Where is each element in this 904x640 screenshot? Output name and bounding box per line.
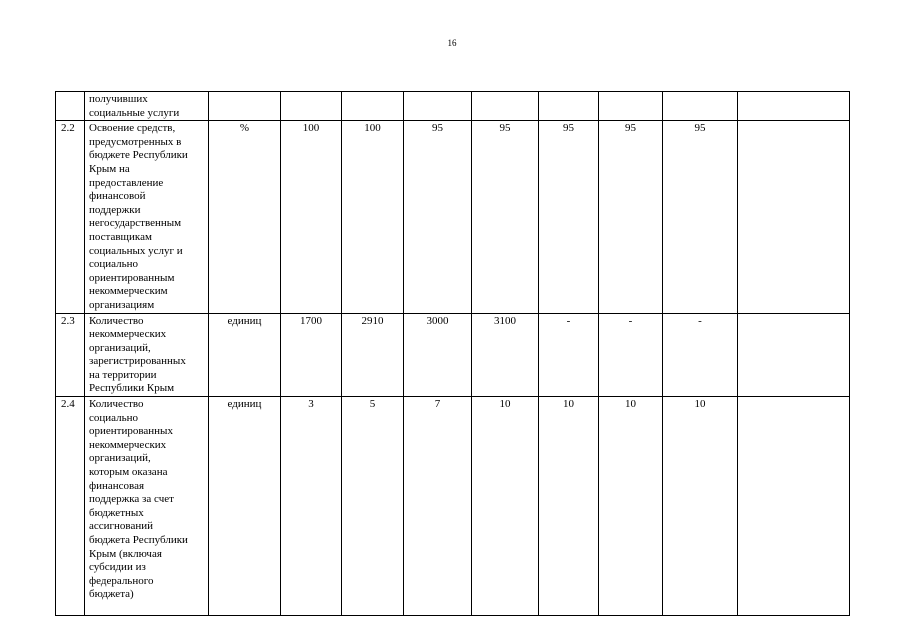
value-cell (539, 92, 599, 121)
indicator-name-cell: Количество некоммерческих организаций, зарегистрированных на территории Республики Крым (85, 313, 209, 397)
value-cell: 95 (663, 121, 738, 313)
value-cell: 95 (472, 121, 539, 313)
value-cell: - (599, 313, 663, 397)
empty-cell (738, 313, 850, 397)
indicator-name-cell: Количество социально ориентированных некоммерческих организаций, которым оказана финансовая поддержка за счет бюджетных ассигнований бюджета Республики Крым (включая субсидии из федерального бюджета) (85, 397, 209, 616)
value-cell: 7 (404, 397, 472, 616)
value-cell: 3 (281, 397, 342, 616)
value-cell (472, 92, 539, 121)
value-cell: 3100 (472, 313, 539, 397)
value-cell: - (539, 313, 599, 397)
row-number-cell (56, 92, 85, 121)
value-cell: 10 (663, 397, 738, 616)
value-cell: 5 (342, 397, 404, 616)
value-cell (404, 92, 472, 121)
value-cell (281, 92, 342, 121)
unit-cell: единиц (209, 397, 281, 616)
value-cell: 95 (599, 121, 663, 313)
value-cell (663, 92, 738, 121)
indicator-name-cell: Освоение средств, предусмотренных в бюджете Республики Крым на предоставление финансовой поддержки негосударственным поставщикам социальных услуг и социально ориентированным некоммерческим организациям (85, 121, 209, 313)
value-cell: 95 (539, 121, 599, 313)
indicator-name-cell: получивших социальные услуги (85, 92, 209, 121)
unit-cell: % (209, 121, 281, 313)
data-table (55, 91, 850, 616)
empty-cell (738, 121, 850, 313)
value-cell: - (663, 313, 738, 397)
row-number-cell: 2.4 (56, 397, 85, 616)
value-cell: 100 (281, 121, 342, 313)
value-cell: 10 (539, 397, 599, 616)
table-row (56, 121, 850, 313)
table-row (56, 313, 850, 397)
unit-cell: единиц (209, 313, 281, 397)
value-cell: 2910 (342, 313, 404, 397)
row-number-cell: 2.2 (56, 121, 85, 313)
unit-cell (209, 92, 281, 121)
empty-cell (738, 92, 850, 121)
row-number-cell: 2.3 (56, 313, 85, 397)
value-cell: 100 (342, 121, 404, 313)
value-cell: 3000 (404, 313, 472, 397)
value-cell (599, 92, 663, 121)
value-cell: 1700 (281, 313, 342, 397)
empty-cell (738, 397, 850, 616)
page-number: 16 (447, 38, 457, 48)
table-row (56, 92, 850, 121)
value-cell (342, 92, 404, 121)
value-cell: 10 (599, 397, 663, 616)
table-row (56, 397, 850, 616)
value-cell: 10 (472, 397, 539, 616)
value-cell: 95 (404, 121, 472, 313)
